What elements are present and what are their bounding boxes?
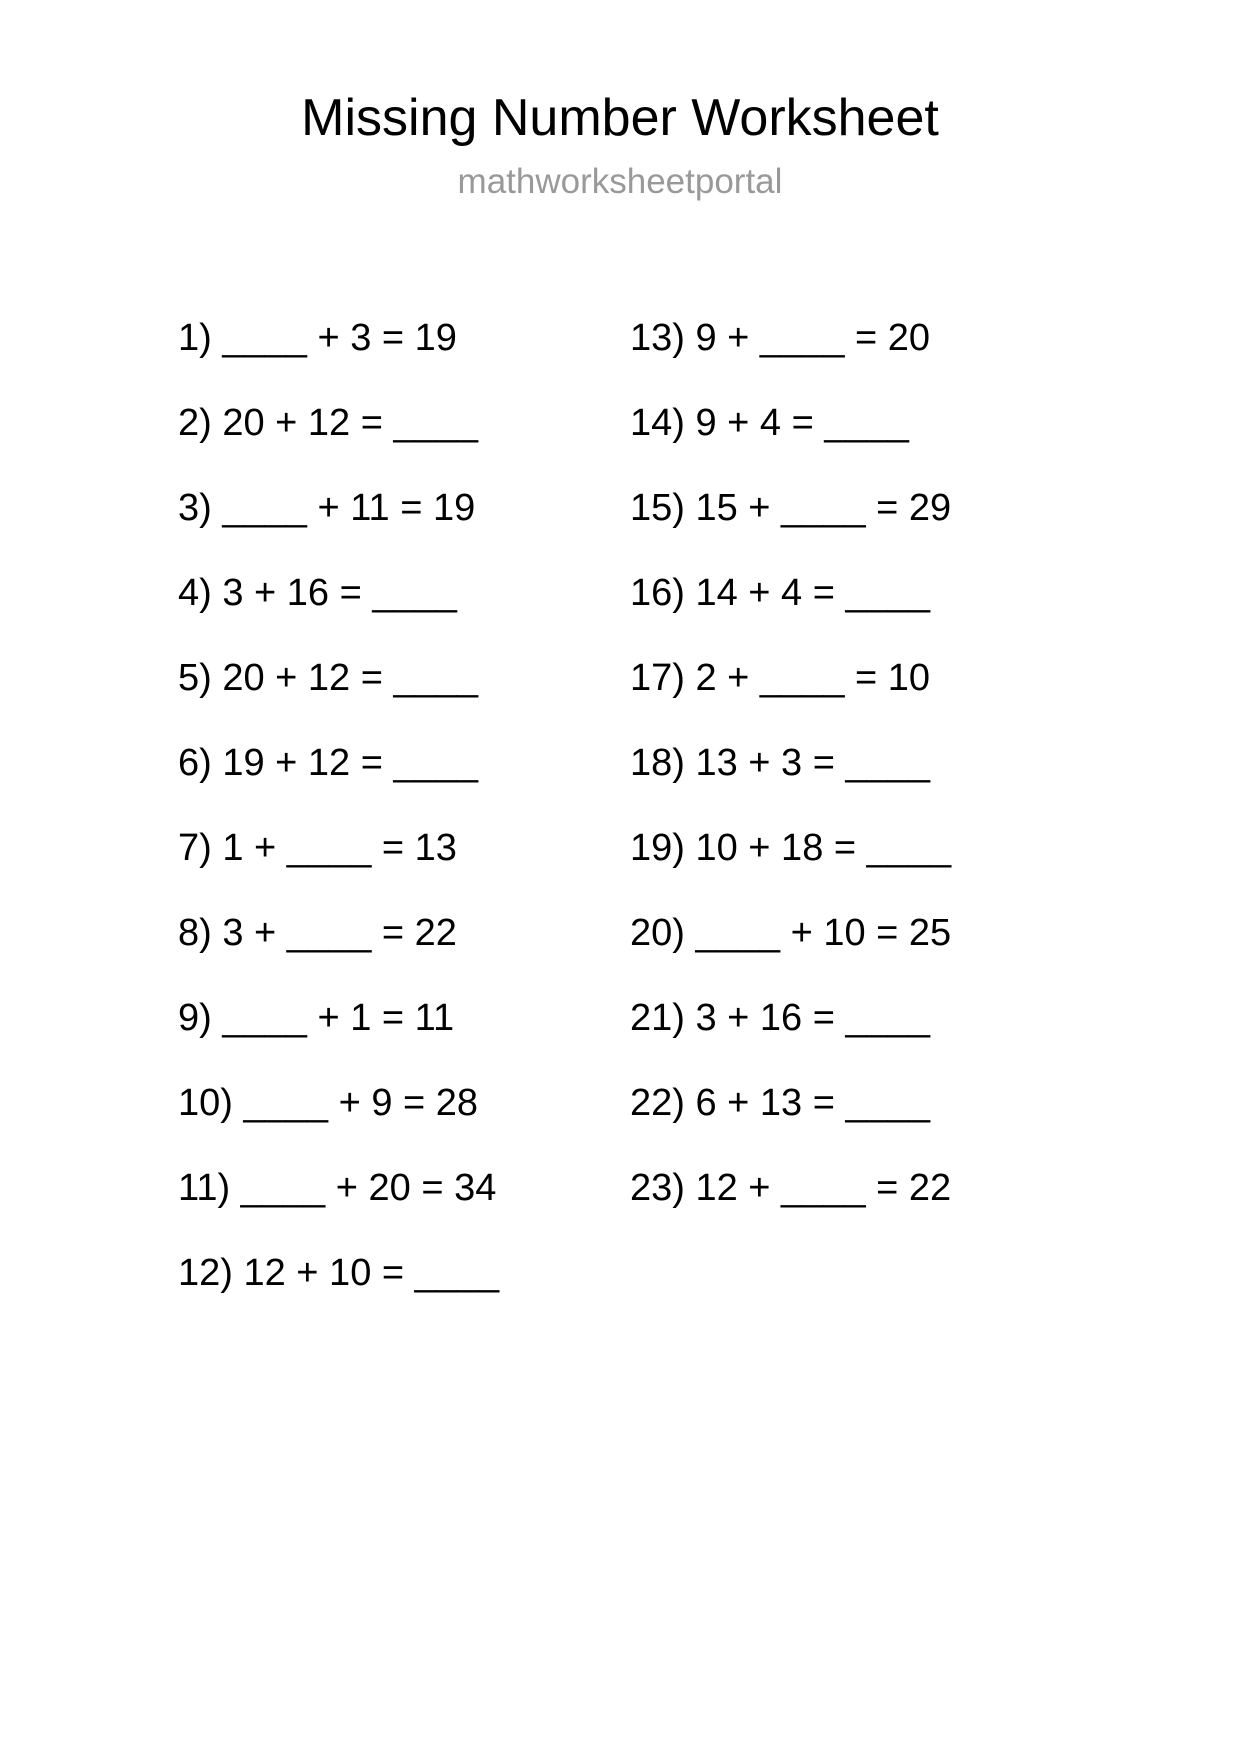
problem-item-9: 9) ____ + 1 = 11 <box>178 997 455 1039</box>
problem-item-20: 20) ____ + 10 = 25 <box>630 912 952 954</box>
problem-item-21: 21) 3 + 16 = ____ <box>630 997 931 1039</box>
problem-item-10: 10) ____ + 9 = 28 <box>178 1082 479 1124</box>
problem-item-12: 12) 12 + 10 = ____ <box>178 1252 500 1294</box>
problem-item-18: 18) 13 + 3 = ____ <box>630 742 931 784</box>
problem-item-8: 8) 3 + ____ = 22 <box>178 912 457 954</box>
page-subtitle: mathworksheetportal <box>457 162 783 201</box>
problem-item-4: 4) 3 + 16 = ____ <box>178 572 457 614</box>
problem-item-7: 7) 1 + ____ = 13 <box>178 827 457 869</box>
problem-item-23: 23) 12 + ____ = 22 <box>630 1167 952 1209</box>
problem-item-17: 17) 2 + ____ = 10 <box>630 657 931 699</box>
problem-item-13: 13) 9 + ____ = 20 <box>630 317 931 359</box>
problem-item-6: 6) 19 + 12 = ____ <box>178 742 479 784</box>
problem-item-3: 3) ____ + 11 = 19 <box>178 487 476 529</box>
problem-item-14: 14) 9 + 4 = ____ <box>630 402 909 444</box>
problem-item-22: 22) 6 + 13 = ____ <box>630 1082 931 1124</box>
problem-item-19: 19) 10 + 18 = ____ <box>630 827 952 869</box>
problems-right-column <box>630 296 1150 1316</box>
problems-left-column <box>178 296 630 1316</box>
problem-item-5: 5) 20 + 12 = ____ <box>178 657 479 699</box>
problem-item-1: 1) ____ + 3 = 19 <box>178 317 457 359</box>
problem-item-16: 16) 14 + 4 = ____ <box>630 572 931 614</box>
page-title: Missing Number Worksheet <box>301 89 939 147</box>
problems-area <box>178 296 1150 1316</box>
problem-item-2: 2) 20 + 12 = ____ <box>178 402 479 444</box>
problem-item-15: 15) 15 + ____ = 29 <box>630 487 952 529</box>
problem-item-11: 11) ____ + 20 = 34 <box>178 1167 497 1209</box>
